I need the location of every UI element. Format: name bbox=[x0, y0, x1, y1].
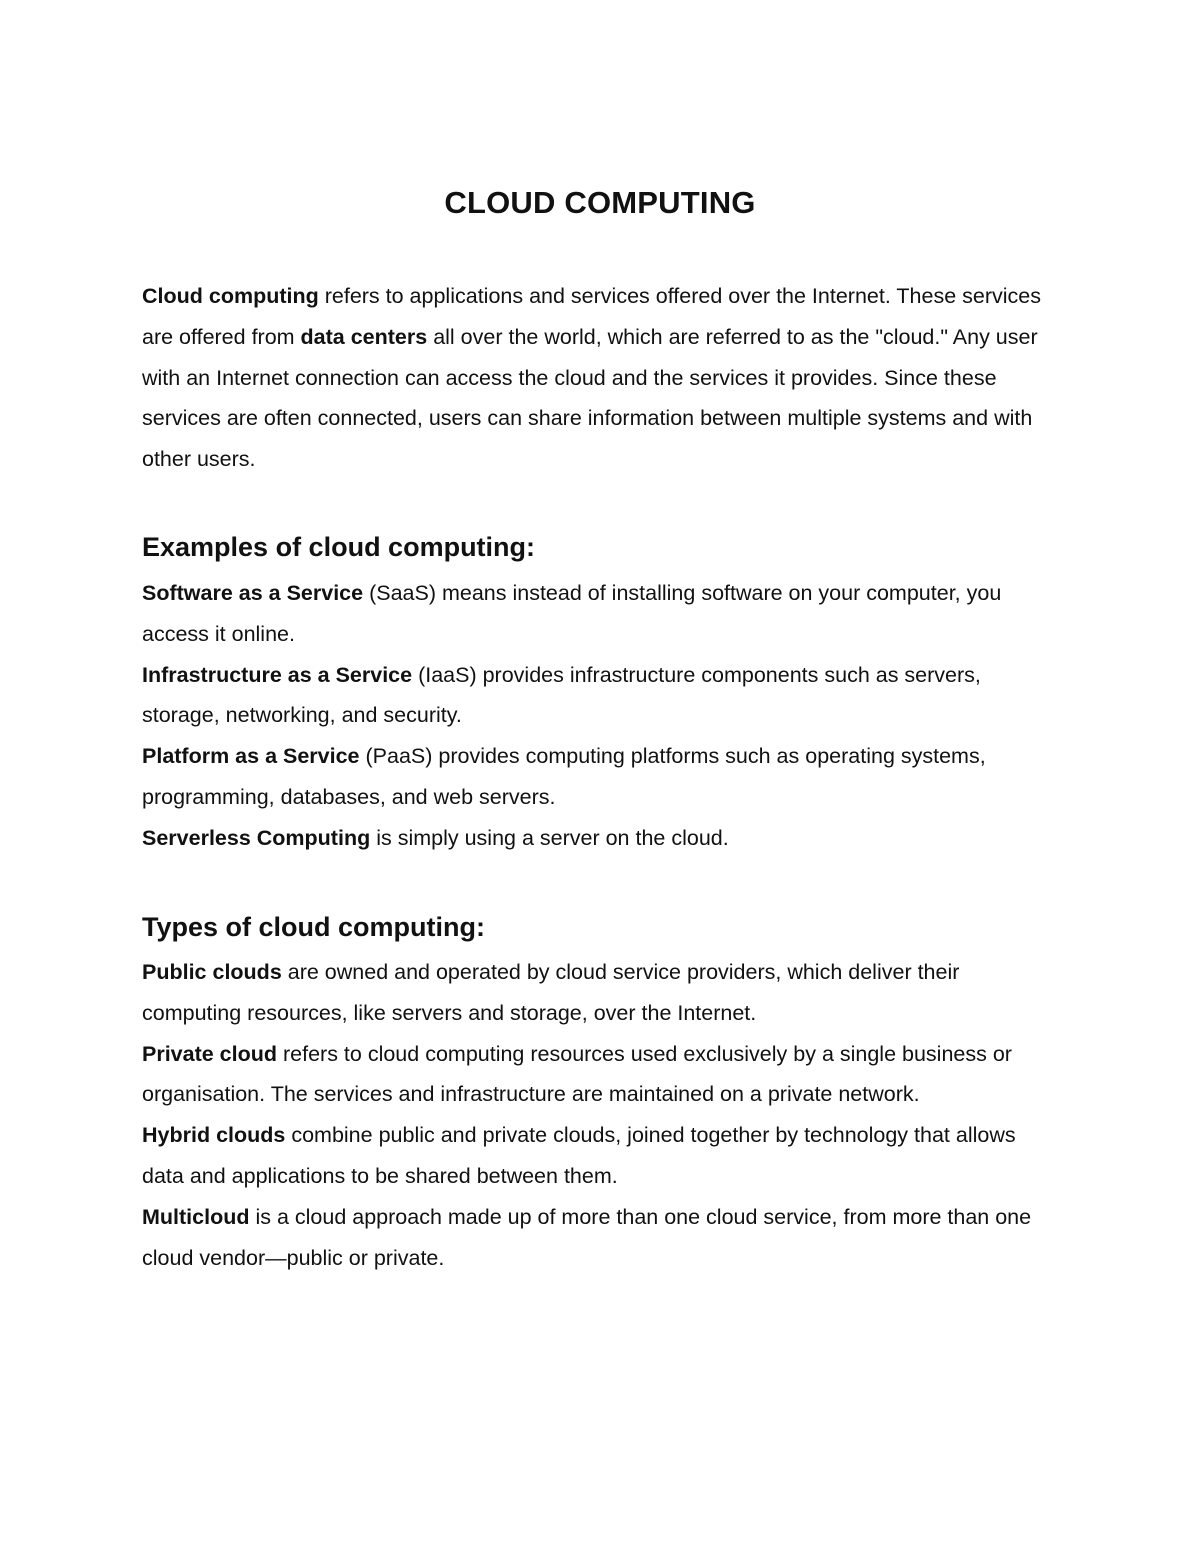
type-desc: are owned and operated by cloud service providers, which deliver their computing resources, like servers and storage, over the Internet. bbox=[142, 960, 960, 1025]
type-desc: refers to cloud computing resources used exclusively by a single business or organisation. The services and infrastructure are maintained on a private network. bbox=[142, 1041, 1012, 1107]
intro-term-2: data centers bbox=[300, 324, 428, 349]
type-term: Public clouds bbox=[142, 960, 282, 984]
example-desc: is simply using a server on the cloud. bbox=[370, 825, 729, 850]
example-term: Infrastructure as a Service bbox=[142, 662, 413, 687]
example-item-serverless bbox=[142, 818, 1052, 859]
example-term: Serverless Computing bbox=[142, 825, 371, 850]
example-item-saas bbox=[142, 573, 1052, 655]
examples-heading: Examples of cloud computing: bbox=[142, 532, 536, 562]
example-desc: (SaaS) means instead of installing software on your computer, you access it online. bbox=[142, 581, 1002, 646]
type-desc: combine public and private clouds, joined together by technology that allows data and applications to be shared between them. bbox=[142, 1123, 1016, 1188]
type-term: Hybrid clouds bbox=[142, 1123, 286, 1148]
example-item-iaas bbox=[142, 655, 1052, 737]
examples-list bbox=[142, 573, 1052, 859]
type-desc: is a cloud approach made up of more than one cloud service, from more than one cloud vendor—public or private. bbox=[142, 1204, 1032, 1270]
example-desc: (PaaS) provides computing platforms such as operating systems, programming, databases, and web servers. bbox=[142, 744, 986, 809]
example-term: Platform as a Service bbox=[142, 744, 360, 769]
intro-text-1: refers to applications and services offered over the Internet. These services are offered from bbox=[142, 284, 1041, 349]
intro-text-2: all over the world, which are referred to as the "cloud." Any user with an Internet connection can access the cloud and the services it provides. Since these services are often connected, users can share information between multiple systems and with other users. bbox=[142, 324, 1038, 472]
type-term: Private cloud bbox=[142, 1041, 278, 1066]
example-term: Software as a Service bbox=[142, 581, 364, 605]
intro-paragraph bbox=[142, 276, 1052, 480]
type-term: Multicloud bbox=[142, 1204, 250, 1229]
example-item-paas bbox=[142, 736, 1052, 818]
type-item-public bbox=[142, 952, 1052, 1034]
types-heading: Types of cloud computing: bbox=[142, 912, 485, 942]
intro-term: Cloud computing bbox=[142, 284, 319, 308]
document-title: CLOUD COMPUTING bbox=[444, 185, 756, 220]
types-list bbox=[142, 952, 1052, 1278]
type-item-private bbox=[142, 1034, 1052, 1116]
type-item-multicloud bbox=[142, 1197, 1052, 1279]
type-item-hybrid bbox=[142, 1115, 1052, 1197]
example-desc: (IaaS) provides infrastructure components such as servers, storage, networking, and security. bbox=[142, 662, 981, 728]
